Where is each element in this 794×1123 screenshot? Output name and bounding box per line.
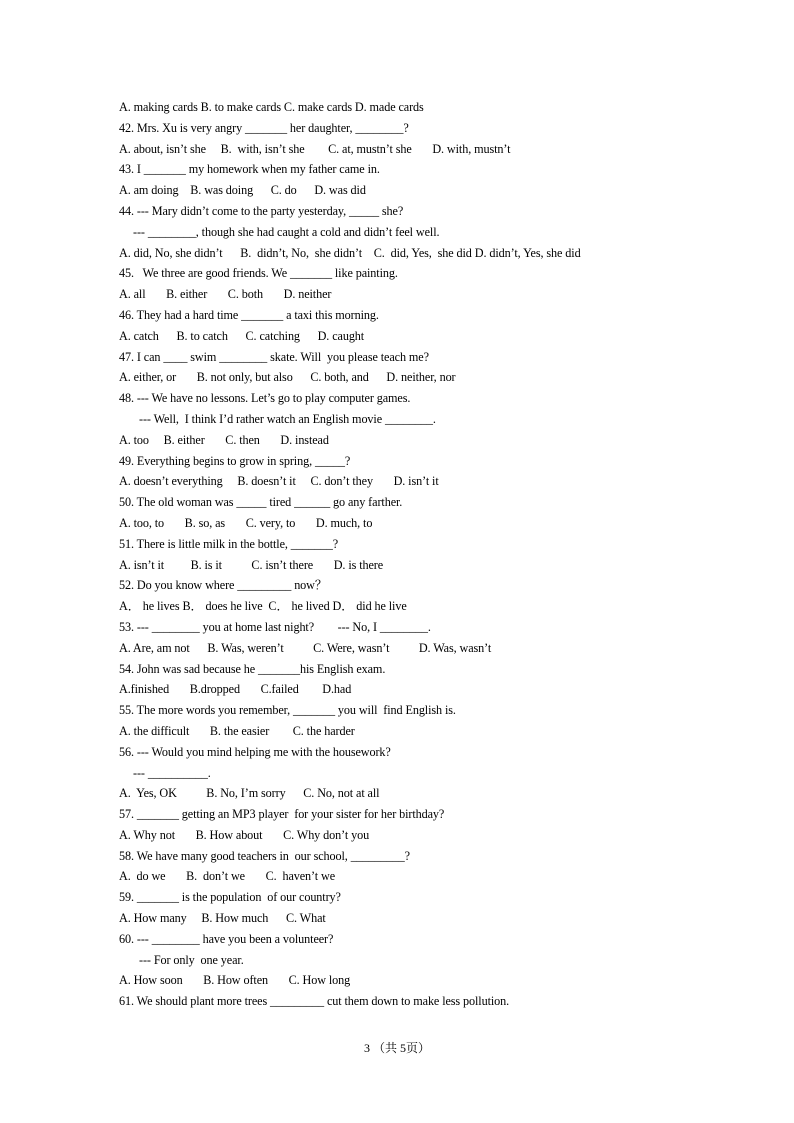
question-46: 46. They had a hard time _______ a taxi this morning. [119,307,379,322]
question-61: 61. We should plant more trees _________ cut them down to make less pollution. [119,994,510,1009]
question-47: 47. I can ____ swim ________ skate. Will you please teach me? [119,349,429,364]
options-49: A. doesn’t everything B. doesn’t it C. don’t they D. isn’t it [119,474,439,489]
options-46: A. catch B. to catch C. catching D. caught [119,328,365,343]
question-43: 43. I _______ my homework when my father came in. [119,162,380,177]
text-line: A. making cards B. to make cards C. make cards D. made cards [119,100,424,114]
options-52: A． he lives B． does he live C． he lived D． did he live [119,599,407,614]
question-55: 55. The more words you remember, _______ you will find English is. [119,703,456,718]
options-50: A. too, to B. so, as C. very, to D. much, to [119,515,373,530]
question-53: 53. --- ________ you at home last night? --- No, I ________. [119,619,431,634]
options-48: A. too B. either C. then D. instead [119,432,329,447]
question-48-reply: --- Well, I think I’d rather watch an English movie ________. [139,411,436,426]
question-52: 52. Do you know where _________ now？ [119,578,327,593]
question-56: 56. --- Would you mind helping me with the housework? [119,744,391,759]
options-56: A. Yes, OK B. No, I’m sorry C. No, not at all [119,786,380,801]
options-43: A. am doing B. was doing C. do D. was did [119,183,366,198]
question-44-reply: --- ________, though she had caught a cold and didn’t feel well. [133,224,440,239]
question-59: 59. _______ is the population of our country? [119,890,341,905]
question-42: 42. Mrs. Xu is very angry _______ her daughter, ________? [119,120,409,135]
question-51: 51. There is little milk in the bottle, _______? [119,536,339,551]
options-58: A. do we B. don’t we C. haven’t we [119,869,336,884]
options-54: A.finished B.dropped C.failed D.had [119,682,352,697]
question-60-reply: --- For only one year. [139,952,244,967]
options-51: A. isn’t it B. is it C. isn’t there D. is there [119,557,384,572]
options-44: A. did, No, she didn’t B. didn’t, No, she didn’t C. did, Yes, she did D. didn’t, Yes, she did [119,245,581,260]
question-58: 58. We have many good teachers in our school, _________? [119,848,410,863]
question-list [119,97,719,1012]
question-45: 45. We three are good friends. We _______ like painting. [119,266,398,281]
question-48: 48. --- We have no lessons. Let’s go to play computer games. [119,391,411,406]
options-55: A. the difficult B. the easier C. the harder [119,723,355,738]
page-number: 3 （共 5页） [363,1041,430,1055]
question-57: 57. _______ getting an MP3 player for your sister for her birthday? [119,807,445,822]
options-57: A. Why not B. How about C. Why don’t you [119,827,370,842]
options-47: A. either, or B. not only, but also C. both, and D. neither, nor [119,370,456,385]
question-50: 50. The old woman was _____ tired ______ go any farther. [119,495,403,510]
question-49: 49. Everything begins to grow in spring, _____? [119,453,351,468]
options-42: A. about, isn’t she B. with, isn’t she C. at, mustn’t she D. with, mustn’t [119,141,511,156]
options-53: A. Are, am not B. Was, weren’t C. Were, wasn’t D. Was, wasn’t [119,640,492,655]
options-59: A. How many B. How much C. What [119,911,326,926]
question-60: 60. --- ________ have you been a volunteer? [119,931,334,946]
question-44: 44. --- Mary didn’t come to the party yesterday, _____ she? [119,203,404,218]
options-45: A. all B. either C. both D. neither [119,287,332,302]
options-60: A. How soon B. How often C. How long [119,973,351,988]
question-56-reply: --- __________. [133,765,211,780]
question-54: 54. John was sad because he _______his English exam. [119,661,386,676]
